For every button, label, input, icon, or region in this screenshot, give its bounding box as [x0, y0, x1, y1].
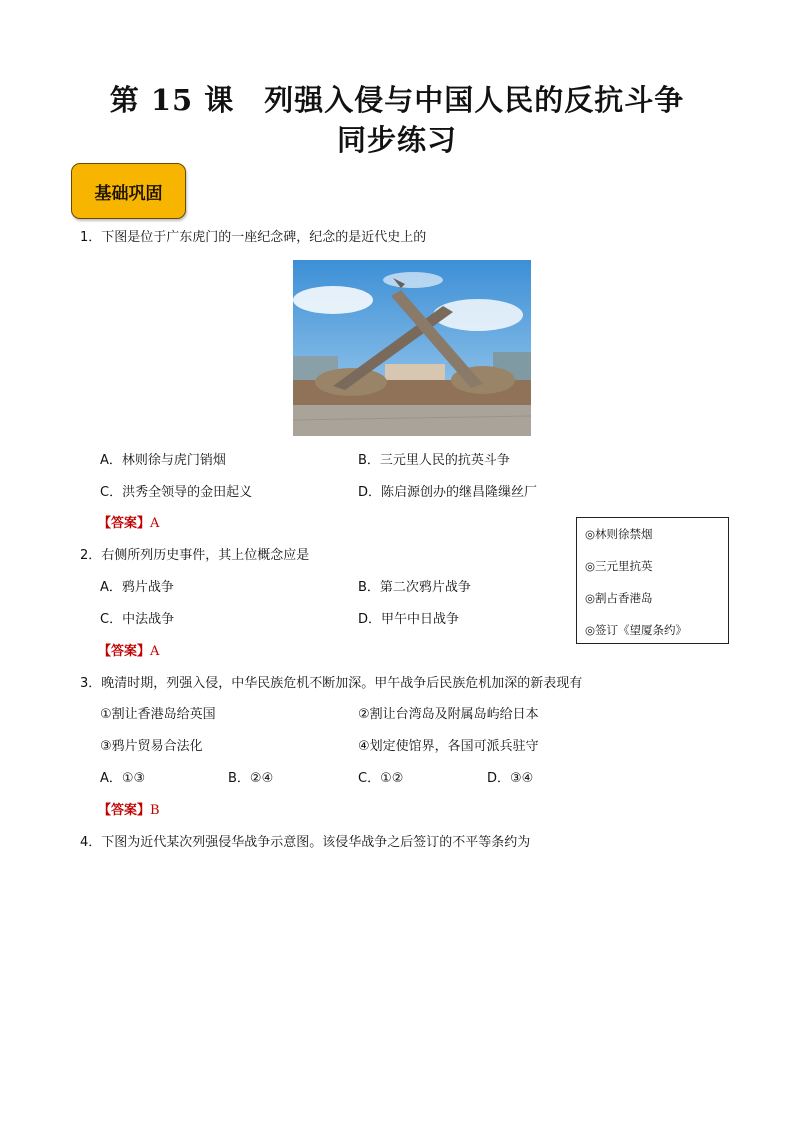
q2-option-b: B．第二次鸦片战争 — [358, 580, 471, 595]
page-title: 第 15 课 列强入侵与中国人民的反抗斗争 — [109, 83, 685, 117]
q2-option-a: A．鸦片战争 — [100, 580, 174, 595]
q1-option-a: A．林则徐与虎门销烟 — [100, 453, 226, 468]
q3-option-b: B．②④ — [228, 771, 274, 786]
answer-value: A — [150, 644, 160, 659]
answer-value: B — [150, 803, 160, 818]
q3-item-1: ①割让香港岛给英国 — [100, 707, 216, 722]
event-item: ◎签订《望厦条约》 — [585, 623, 688, 637]
q3-item-4: ④划定使馆界，各国可派兵驻守 — [358, 739, 539, 754]
event-item: ◎割占香港岛 — [585, 591, 653, 605]
q1-option-c: C．洪秀全领导的金田起义 — [100, 485, 253, 500]
q1-option-b: B．三元里人民的抗英斗争 — [358, 453, 510, 468]
q1-option-d: D．陈启源创办的继昌隆缫丝厂 — [358, 485, 538, 500]
q4-stem: 4．下图为近代某次列强侵华战争示意图。该侵华战争之后签订的不平等条约为 — [80, 835, 531, 850]
q3-item-3: ③鸦片贸易合法化 — [100, 739, 203, 754]
q1-stem: 1．下图是位于广东虎门的一座纪念碑，纪念的是近代史上的 — [80, 230, 427, 245]
q2-option-d: D．甲午中日战争 — [358, 612, 460, 627]
event-list-box — [576, 517, 729, 644]
q3-stem: 3．晚清时期，列强入侵，中华民族危机不断加深。甲午战争后民族危机加深的新表现有 — [80, 676, 583, 691]
answer-label: 【答案】 — [98, 516, 151, 531]
answer-label: 【答案】 — [98, 644, 151, 659]
answer-value: A — [150, 516, 160, 531]
section-badge: 基础巩固 — [71, 163, 186, 219]
q1-answer — [98, 516, 159, 532]
q2-answer — [98, 644, 159, 660]
q3-item-2: ②割让台湾岛及附属岛屿给日本 — [358, 707, 539, 722]
q3-option-a: A．①③ — [100, 771, 146, 786]
q3-answer — [98, 803, 160, 819]
q2-option-c: C．中法战争 — [100, 612, 175, 627]
q3-option-c: C．①② — [358, 771, 404, 786]
q3-option-d: D．③④ — [487, 771, 534, 786]
q2-stem: 2．右侧所列历史事件，其上位概念应是 — [80, 548, 310, 563]
event-item: ◎林则徐禁烟 — [585, 527, 653, 541]
answer-label: 【答案】 — [98, 803, 151, 818]
monument-photo — [293, 260, 531, 436]
page-subtitle: 同步练习 — [336, 123, 457, 157]
event-item: ◎三元里抗英 — [585, 559, 653, 573]
